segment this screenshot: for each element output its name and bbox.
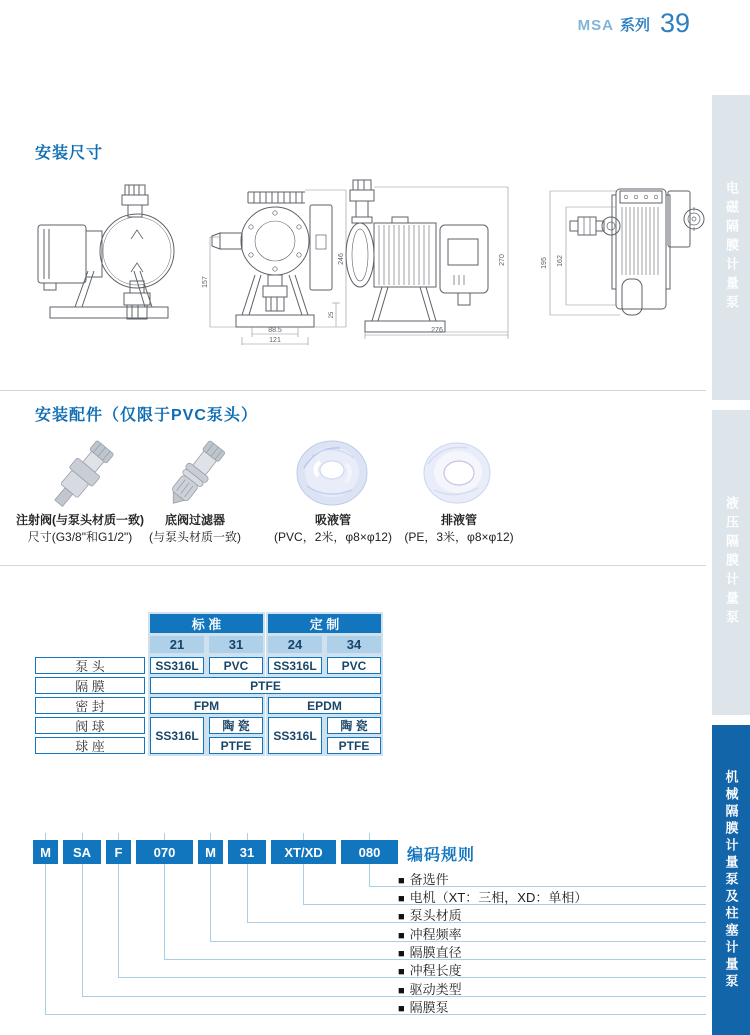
- connector-line: [164, 833, 165, 840]
- sidebar-tab-label: 机械隔膜计量泵及柱塞计量泵: [723, 769, 739, 991]
- coding-item-label: 隔膜直径: [409, 945, 462, 960]
- connector-line: [247, 864, 248, 922]
- coding-item-label: 驱动类型: [409, 982, 462, 997]
- connector-line: [118, 833, 119, 840]
- table-code-31: 31: [209, 636, 263, 653]
- sidebar-tab-solenoid-diaphragm-pump[interactable]: [712, 95, 750, 400]
- table-row-label-ball-seat: 球 座: [35, 737, 145, 754]
- coding-item-stroke-length: [398, 960, 462, 979]
- table-value-seal-standard: FPM: [150, 697, 263, 714]
- connector-line: [247, 922, 706, 923]
- table-value-ball-ceramic-standard: 陶 瓷: [209, 717, 263, 734]
- coding-item-diaphragm-pump: [398, 997, 449, 1016]
- caption-injection-valve: [10, 512, 150, 546]
- drawing-side-view-round-head: [38, 185, 174, 319]
- bullet-square-icon: ■: [398, 966, 405, 978]
- connector-line: [82, 996, 706, 997]
- accessory-spec: (PVC，2米，φ8×φ12): [274, 530, 392, 544]
- sidebar-tab-mechanical-diaphragm-pump[interactable]: [712, 725, 750, 1035]
- connector-line: [118, 864, 119, 977]
- bullet-square-icon: ■: [398, 893, 405, 905]
- bullet-square-icon: ■: [398, 948, 405, 960]
- table-group-standard: 标 准: [150, 614, 263, 633]
- coding-item-label: 隔膜泵: [409, 1000, 449, 1015]
- coding-item-stroke-frequency: [398, 924, 462, 943]
- dim-label-25: 25: [329, 311, 335, 319]
- dim-label-157: 157: [202, 276, 209, 288]
- accessory-name: 吸液管: [314, 513, 351, 527]
- dim-label-195: 195: [541, 257, 548, 269]
- page-header: [0, 8, 690, 39]
- coding-item-label: 冲程长度: [409, 963, 462, 978]
- code-box-stroke-frequency: M: [198, 840, 223, 864]
- table-value-seat-ptfe-custom: PTFE: [327, 737, 381, 754]
- connector-line: [164, 864, 165, 959]
- coding-item-drive-type: [398, 979, 462, 998]
- table-value-ball-shared-custom: SS316L: [268, 717, 322, 754]
- connector-line: [303, 864, 304, 904]
- connector-line: [45, 864, 46, 1014]
- connector-line: [210, 864, 211, 941]
- coding-item-motor: [398, 887, 587, 906]
- coding-item-head-material: [398, 905, 462, 924]
- code-box-stroke-length: F: [106, 840, 131, 864]
- accessory-spec: (PE，3米，φ8×φ12): [404, 530, 514, 544]
- drawing-front-view-dimensions: [210, 190, 346, 345]
- table-value-pump-head-34: PVC: [327, 657, 381, 674]
- table-row-label-seal: 密 封: [35, 697, 145, 714]
- series-suffix: 系列: [619, 17, 650, 34]
- pump-dimension-drawings: [30, 175, 710, 345]
- foot-valve-filter-image: [158, 436, 230, 514]
- bullet-square-icon: ■: [398, 911, 405, 923]
- table-row-label-pump-head: 泵 头: [35, 657, 145, 674]
- section-title-accessories: 安装配件（仅限于PVC泵头）: [35, 407, 258, 424]
- sidebar-tab-label: 电磁隔膜计量泵: [724, 181, 739, 314]
- drawing-top-view-dim-labels: [541, 255, 564, 269]
- connector-line: [210, 833, 211, 840]
- coding-rules-title: 编码规则: [407, 847, 476, 864]
- caption-suction-tube: [268, 512, 398, 546]
- connector-line: [45, 833, 46, 840]
- table-value-seal-custom: EPDM: [268, 697, 381, 714]
- table-value-pump-head-21: SS316L: [150, 657, 204, 674]
- bullet-square-icon: ■: [398, 1003, 405, 1015]
- table-row-label-diaphragm: 隔 膜: [35, 677, 145, 694]
- coding-item-label: 泵头材质: [409, 908, 462, 923]
- sidebar-tab-hydraulic-diaphragm-pump[interactable]: [712, 410, 750, 715]
- code-box-motor: XT/XD: [271, 840, 336, 864]
- drawing-top-view-dimensions: [550, 191, 620, 315]
- coding-item-label: 备选件: [409, 872, 449, 887]
- connector-line: [369, 864, 370, 886]
- coding-item-label: 冲程频率: [409, 927, 462, 942]
- section-divider: [0, 565, 706, 566]
- dim-label-276: 276: [431, 327, 443, 334]
- connector-line: [247, 833, 248, 840]
- section-divider: [0, 390, 706, 391]
- drawing-front-view: [212, 192, 332, 327]
- table-value-ball-ceramic-custom: 陶 瓷: [327, 717, 381, 734]
- dim-label-270: 270: [499, 254, 506, 266]
- bullet-square-icon: ■: [398, 930, 405, 942]
- caption-discharge-tube: [394, 512, 524, 546]
- code-box-diaphragm-diameter: 070: [136, 840, 193, 864]
- drawing-side-view-motor: [346, 180, 488, 332]
- accessory-spec: (与泵头材质一致): [149, 530, 241, 544]
- connector-line: [303, 833, 304, 840]
- dim-label-246: 246: [338, 253, 345, 265]
- caption-foot-valve: [140, 512, 250, 546]
- code-box-diaphragm-pump: M: [33, 840, 58, 864]
- connector-line: [45, 1014, 706, 1015]
- dim-label-88-5: 88.5: [268, 327, 282, 334]
- dim-label-121: 121: [269, 337, 281, 344]
- table-row-label-valve-ball: 阀 球: [35, 717, 145, 734]
- accessory-name: 注射阀(与泵头材质一致): [16, 513, 144, 527]
- drawing-side-view-dim-labels: [431, 254, 506, 334]
- table-value-diaphragm: PTFE: [150, 677, 381, 694]
- dim-label-162: 162: [557, 255, 564, 267]
- table-value-ball-shared-standard: SS316L: [150, 717, 204, 754]
- table-value-seat-ptfe-standard: PTFE: [209, 737, 263, 754]
- table-group-custom: 定 制: [268, 614, 381, 633]
- sidebar-tab-label: 液压隔膜计量泵: [724, 496, 739, 629]
- series-name: MSA: [577, 17, 614, 34]
- accessory-spec: 尺寸(G3/8"和G1/2"): [27, 530, 133, 544]
- connector-line: [82, 864, 83, 996]
- discharge-tube-image: [418, 440, 496, 506]
- connector-line: [369, 833, 370, 840]
- bullet-square-icon: ■: [398, 985, 405, 997]
- coding-item-diaphragm-diameter: [398, 942, 462, 961]
- table-value-pump-head-24: SS316L: [268, 657, 322, 674]
- drawing-top-view: [570, 189, 704, 315]
- bullet-square-icon: ■: [398, 875, 405, 887]
- connector-line: [82, 833, 83, 840]
- code-box-drive-type: SA: [63, 840, 101, 864]
- page-number: 39: [659, 8, 690, 38]
- table-value-pump-head-31: PVC: [209, 657, 263, 674]
- table-code-21: 21: [150, 636, 204, 653]
- accessory-name: 排液管: [440, 513, 477, 527]
- table-code-34: 34: [327, 636, 381, 653]
- drawing-front-view-dim-labels: [202, 253, 345, 344]
- coding-item-label: 电机（XT：三相，XD：单相）: [409, 890, 588, 905]
- code-box-options: 080: [341, 840, 398, 864]
- coding-item-options: [398, 869, 449, 888]
- section-title-install-dimensions: 安装尺寸: [35, 145, 104, 162]
- table-code-24: 24: [268, 636, 322, 653]
- suction-tube-image: [292, 438, 372, 508]
- accessory-name: 底阀过滤器: [164, 513, 225, 527]
- injection-valve-image: [45, 436, 117, 514]
- code-box-head-material: 31: [228, 840, 266, 864]
